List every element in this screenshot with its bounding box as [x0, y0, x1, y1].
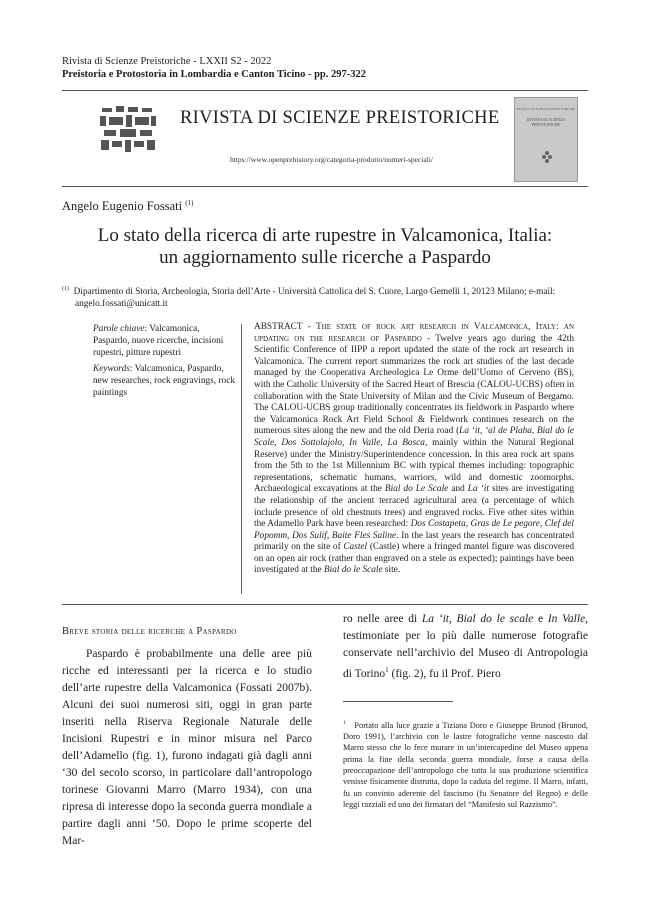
journal-issue-line: Rivista di Scienze Preistoriche - LXXII S2 - 2022: [62, 56, 272, 67]
cover-thumbnail: [514, 97, 578, 182]
footnote-rule: [343, 701, 453, 702]
body-column-right: ro nelle aree di La ‘it, Bial do le scale e In Valle, testimoniate per lo più dalle numerose fotografie conservate nell’archivio del Museo di Antropologia di Torino$^1$ (fig. 2), fu il Prof. Piero: [343, 613, 589, 680]
author-affiliation: $^{(1)}$ Dipartimento di Storia, Archeologia, Storia dell’Arte - Università Cattolica del S. Cuore, Largo Gemelli 1, 20123 Milano; e-mail: angelo.fossati@unicatt.it: [62, 286, 556, 310]
abstract-text: ABSTRACT - The state of rock art research in Valcamonica, Italy: an updating on the research of Paspardo - Twelve years ago during the 42th Scientific Conference of IIPP a report updated the state of the rock art research in Valcamonica. The current report summarizes the rock art studies of the last decade managed by the Cooperativa Archeologica Le Orme dell’Uomo of Cerveno (BS), with the Catholic University of the Sacred Heart of Brescia (CALOU-UCBS) often in collaboration with the State University of Milan and the Civic Museum of Bergamo. The CALOU-UCBS group traditionally concentrates its fieldwork in Paspardo where the Valcamonica Rock Art Field School & Fieldwork continues research on the numerous sites along the new and the old Deria road (La ‘it, ‘al de Plaha, Bial do le Scale, Dos Sottolajolo, In Valle, La Bosca, mainly within the Natural Regional Reserve) under the Ministry/Superintendence concession. In this area rock art spans from the 5th to the 1st Millennium BC with typical themes including: topographic representations, schematic humans, warriors, wild and domestic zoomorphs. Archaeological excavations at the Bial do Le Scale and La ‘it sites are investigating the relationship of the ancient terraced agricultural area (a percentage of which include presence of old chestnuts trees) and engraved rocks. Five other sites within the Adamello Park have been researched: Dos Costapeta, Gras de Le pegore, Clef del Popomm, Dos Sulif, Baite Fles Saline. In the last years the research has concentrated primarily on the site of Castel (Castle) where a fringed mantel figure was discovered on an open air rock (rather than engraved on a stele as expected); paintings have been investigated at the Bial do le Scale site.: [254, 322, 575, 576]
body-column-left: Paspardo è probabilmente una delle aree più ricche ed interessanti per la ricerca e lo studio dell’arte rupestre della Valcamonica (Fossati 2007b). Alcuni dei suoi numerosi siti, oggi in gran parte inseriti nella Riserva Regionale Naturale delle Incisioni Rupestri e in minor misura nel Parco dell’Adamello (fig. 1), furono indagati già dagli anni ‘30 del secolo scorso, in particolare dall’antropologo torinese Giovanni Marro (Marro 1934), con una ripresa di interesse dopo la seconda guerra mondiale a partire dagli anni ‘50. Dopo le prime scoperte del Mar-: [62, 648, 312, 847]
keywords-english: Keywords: Valcamonica, Paspardo, new researches, rock engravings, rock paintings: [93, 364, 235, 398]
journal-url[interactable]: https://www.openprehistory.org/categoria-prodotto/numeri-speciali/: [230, 155, 434, 164]
author-name: Angelo Eugenio Fossati $^{(1)}$: [62, 199, 194, 214]
article-title-line2: un aggiornamento sulle ricerche a Paspardo: [159, 247, 491, 268]
keywords-italian: Parole chiave: Valcamonica, Paspardo, nuove ricerche, incisioni rupestri, pitture rupestri: [93, 324, 224, 358]
cover-ornament-icon: [541, 150, 553, 164]
footnote: $^1$ Portato alla luce grazie a Tiziana Doro e Giuseppe Brunod (Brunod, Doro 1991), l’archivio con le lastre fotografiche venne nascosto dal Marro stesso che lo fece murare in un’intercapedine del Museo appena prima la fine della seconda guerra mondiale, forse a causa della preoccupazione dell’antropologo che tutta la sua produzione scientifica venisse fisicamente distrutta, dopo la caduta del regime. Il Marro, infatti, fu un convinto aderente del fascismo (fu Senatore del Regno) e delle leggi razziali ed uno dei firmatari del “Manifesto sul Razzismo”.: [343, 720, 588, 809]
header-rule: [62, 90, 588, 91]
cover-top-text: RIVISTA DI SCIENZE PREISTORICHE: [516, 107, 576, 111]
journal-title: RIVISTA DI SCIENZE PREISTORICHE: [180, 108, 500, 128]
masthead-rule: [62, 186, 588, 187]
footnote-ref[interactable]: 1: [385, 666, 389, 674]
volume-title-line: Preistoria e Protostoria in Lombardia e Canton Ticino - pp. 297-322: [62, 69, 367, 80]
article-title-line1: Lo stato della ricerca di arte rupestre in Valcamonica, Italia:: [97, 225, 553, 246]
keywords-block: [93, 323, 236, 403]
journal-logo-icon: [98, 104, 158, 156]
section-heading: Breve storia delle ricerche a Paspardo: [62, 626, 237, 637]
abstract-divider: [241, 324, 242, 594]
abstract-rule: [62, 604, 588, 605]
cover-title-text: RIVISTA DI SCIENZE PREISTORICHE: [527, 117, 565, 127]
